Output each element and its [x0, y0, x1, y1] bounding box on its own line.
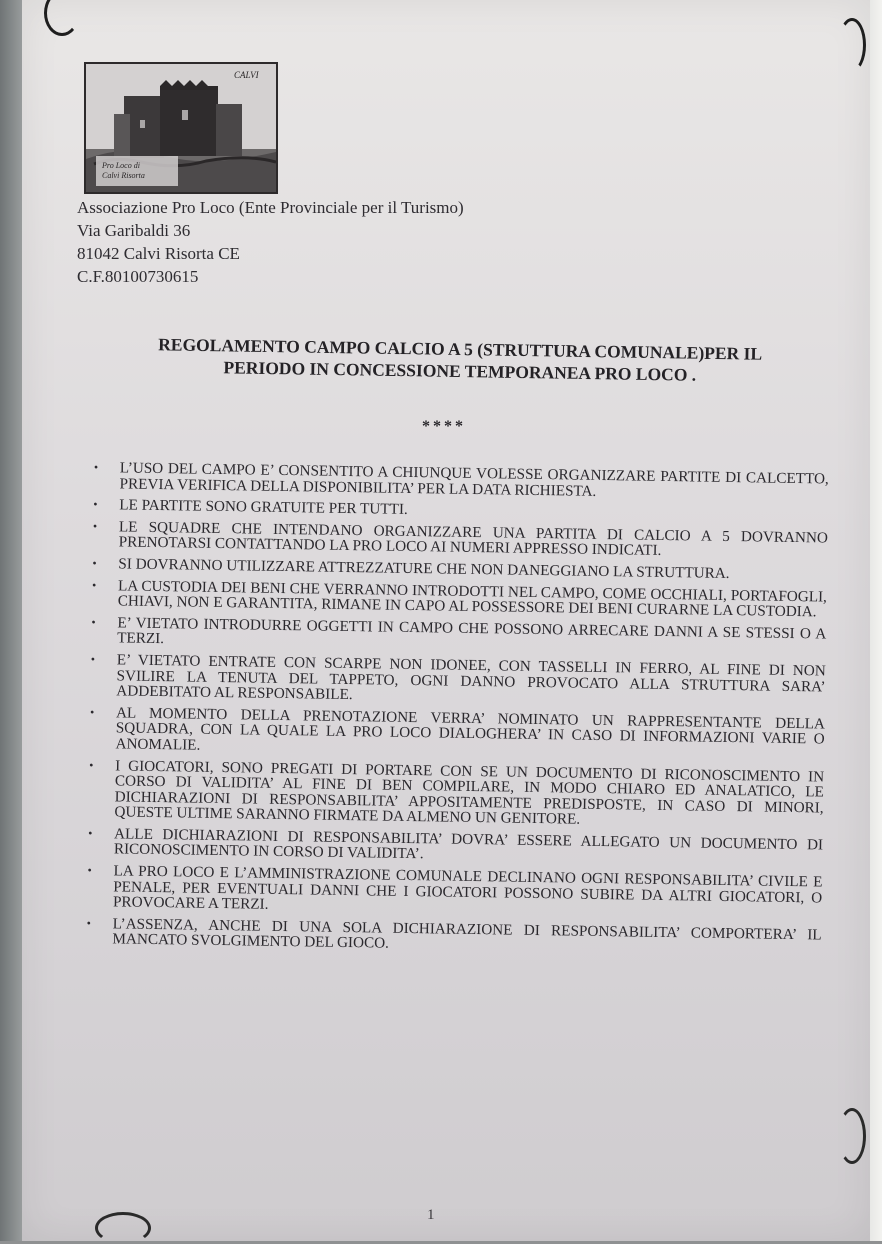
rule-item — [90, 652, 826, 710]
association-name: Associazione Pro Loco (Ente Provinciale per il Turismo) — [77, 198, 464, 217]
rule-text: L’USO DEL CAMPO E’ CONSENTITO A CHIUNQUE VOLESSE ORGANIZZARE PARTITE DI CALCETTO, PREVIA VERIFICA DELLA DISPONIBILITA’ PER LA DATA RICHIESTA. — [119, 459, 829, 500]
bullet-icon: • — [91, 577, 97, 592]
rule-item — [88, 757, 824, 831]
rule-text: LE PARTITE SONO GRATUITE PER TUTTI. — [119, 496, 408, 519]
rules-list — [86, 460, 829, 965]
logo-caption-2: Calvi Risorta — [102, 171, 145, 180]
bullet-icon: • — [88, 825, 93, 840]
rule-item — [88, 826, 823, 869]
rule-text: L’ASSENZA, ANCHE DI UNA SOLA DICHIARAZIONE DI RESPONSABILITA’ COMPORTERA’ IL MANCATO SVOLGIMENTO DEL GIOCO. — [112, 915, 822, 953]
bullet-icon: • — [86, 915, 92, 930]
rule-text: LA CUSTODIA DEI BENI CHE VERRANNO INTRODOTTI NEL CAMPO, COME OCCHIALI, PORTAFOGLI, CHIAVI, NON E GARANTITA, RIMANE IN CAPO AL POSSESSORE DEI BENI CURARNE LA CUSTODIA. — [117, 576, 828, 621]
rule-item — [92, 578, 827, 621]
page-number: 1 — [427, 1207, 435, 1223]
rule-item — [89, 705, 825, 763]
separator: **** — [422, 418, 466, 435]
bullet-icon: • — [92, 555, 97, 571]
rule-text: E’ VIETATO ENTRATE CON SCARPE NON IDONEE, CON TASSELLI IN FERRO, AL FINE DI NON SVILIRE LA TENUTA DEL TAPPETO, OGNI DANNO PROVOCATO ALLA STRUTTURA SARA’ ADDEBITATO AL RESPONSABILE. — [116, 651, 826, 704]
rule-text: E’ VIETATO INTRODURRE OGGETTI IN CAMPO CHE POSSONO ARRECARE DANNI A SE STESSI O A TERZI. — [117, 614, 827, 648]
rule-item — [94, 460, 829, 503]
bullet-icon: • — [91, 614, 96, 629]
bullet-icon: • — [89, 757, 94, 772]
rule-text: AL MOMENTO DELLA PRENOTAZIONE VERRA’ NOMINATO UN RAPPRESENTANTE DELLA SQUADRA, CON LA QUALE LA PRO LOCO DIALOGHERA’ IN CASO DI INFORMAZIONI VARIE O ANOMALIE. — [115, 704, 826, 754]
rule-text: I GIOCATORI, SONO PREGATI DI PORTARE CON SE UN DOCUMENTO DI RICONOSCIMENTO IN CORSO DI VALIDITA’ AL FINE DI BEN COMPILARE, IN MODO CHIARO ED ANALATICO, LE DICHIARAZIONI DI RESPONSABILITA’ APPOSITAMENTE PREDISPOSTE, IN CASO DI MINORI, QUESTE ULTIME SARANNO FIRMATE DA ALMENO UN GENITORE. — [114, 756, 825, 828]
tax-code: C.F.80100730615 — [77, 267, 199, 286]
letterhead — [77, 196, 464, 288]
bullet-icon: • — [89, 704, 95, 719]
rule-item — [91, 615, 826, 658]
document-title — [90, 332, 831, 388]
address-line: Via Garibaldi 36 — [77, 221, 191, 240]
rule-item — [87, 863, 823, 921]
rule-text: LA PRO LOCO E L’AMMINISTRAZIONE COMUNALE DECLINANO OGNI RESPONSABILITA’ CIVILE E PENALE, PER EVENTUALI DANNI CHE I GIOCATORI POSSONO SUBIRE DA ALTRI GIOCATORI, O PROVOCARE A TERZI. — [112, 862, 823, 914]
title-line-1: REGOLAMENTO CAMPO CALCIO A 5 (STRUTTURA COMUNALE)PER IL — [158, 334, 763, 364]
rule-item — [86, 916, 821, 959]
logo-caption-1: Pro Loco di — [102, 161, 140, 170]
castle-logo — [84, 62, 278, 194]
bullet-icon: • — [90, 651, 96, 666]
bullet-icon: • — [93, 460, 99, 475]
rule-text: ALLE DICHIARAZIONI DI RESPONSABILITA’ DOVRA’ ESSERE ALLEGATO UN DOCUMENTO DI RICONOSCIMENTO IN CORSO DI VALIDITA’. — [113, 825, 824, 863]
bullet-icon: • — [92, 518, 98, 533]
rule-item — [93, 519, 828, 562]
rule-text: SI DOVRANNO UTILIZZARE ATTREZZATURE CHE NON DANEGGIANO LA STRUTTURA. — [118, 555, 730, 582]
bullet-icon: • — [93, 497, 98, 512]
hanging-clip-top-right — [838, 18, 866, 72]
title-line-2: PERIODO IN CONCESSIONE TEMPORANEA PRO LOCO . — [223, 357, 697, 385]
hanging-clip-bottom-left — [95, 1212, 151, 1244]
hanging-clip-right — [838, 1108, 866, 1164]
castle-image — [86, 64, 276, 192]
paper-sheet — [22, 0, 870, 1241]
city-line: 81042 Calvi Risorta CE — [77, 244, 240, 263]
rule-text: LE SQUADRE CHE INTENDANO ORGANIZZARE UNA PARTITA DI CALCIO A 5 DOVRANNO PRENOTARSI CONTATTANDO LA PRO LOCO AI NUMERI APPRESSO INDICATI. — [118, 518, 829, 560]
logo-title: CALVI — [234, 70, 259, 80]
bullet-icon: • — [87, 863, 92, 878]
